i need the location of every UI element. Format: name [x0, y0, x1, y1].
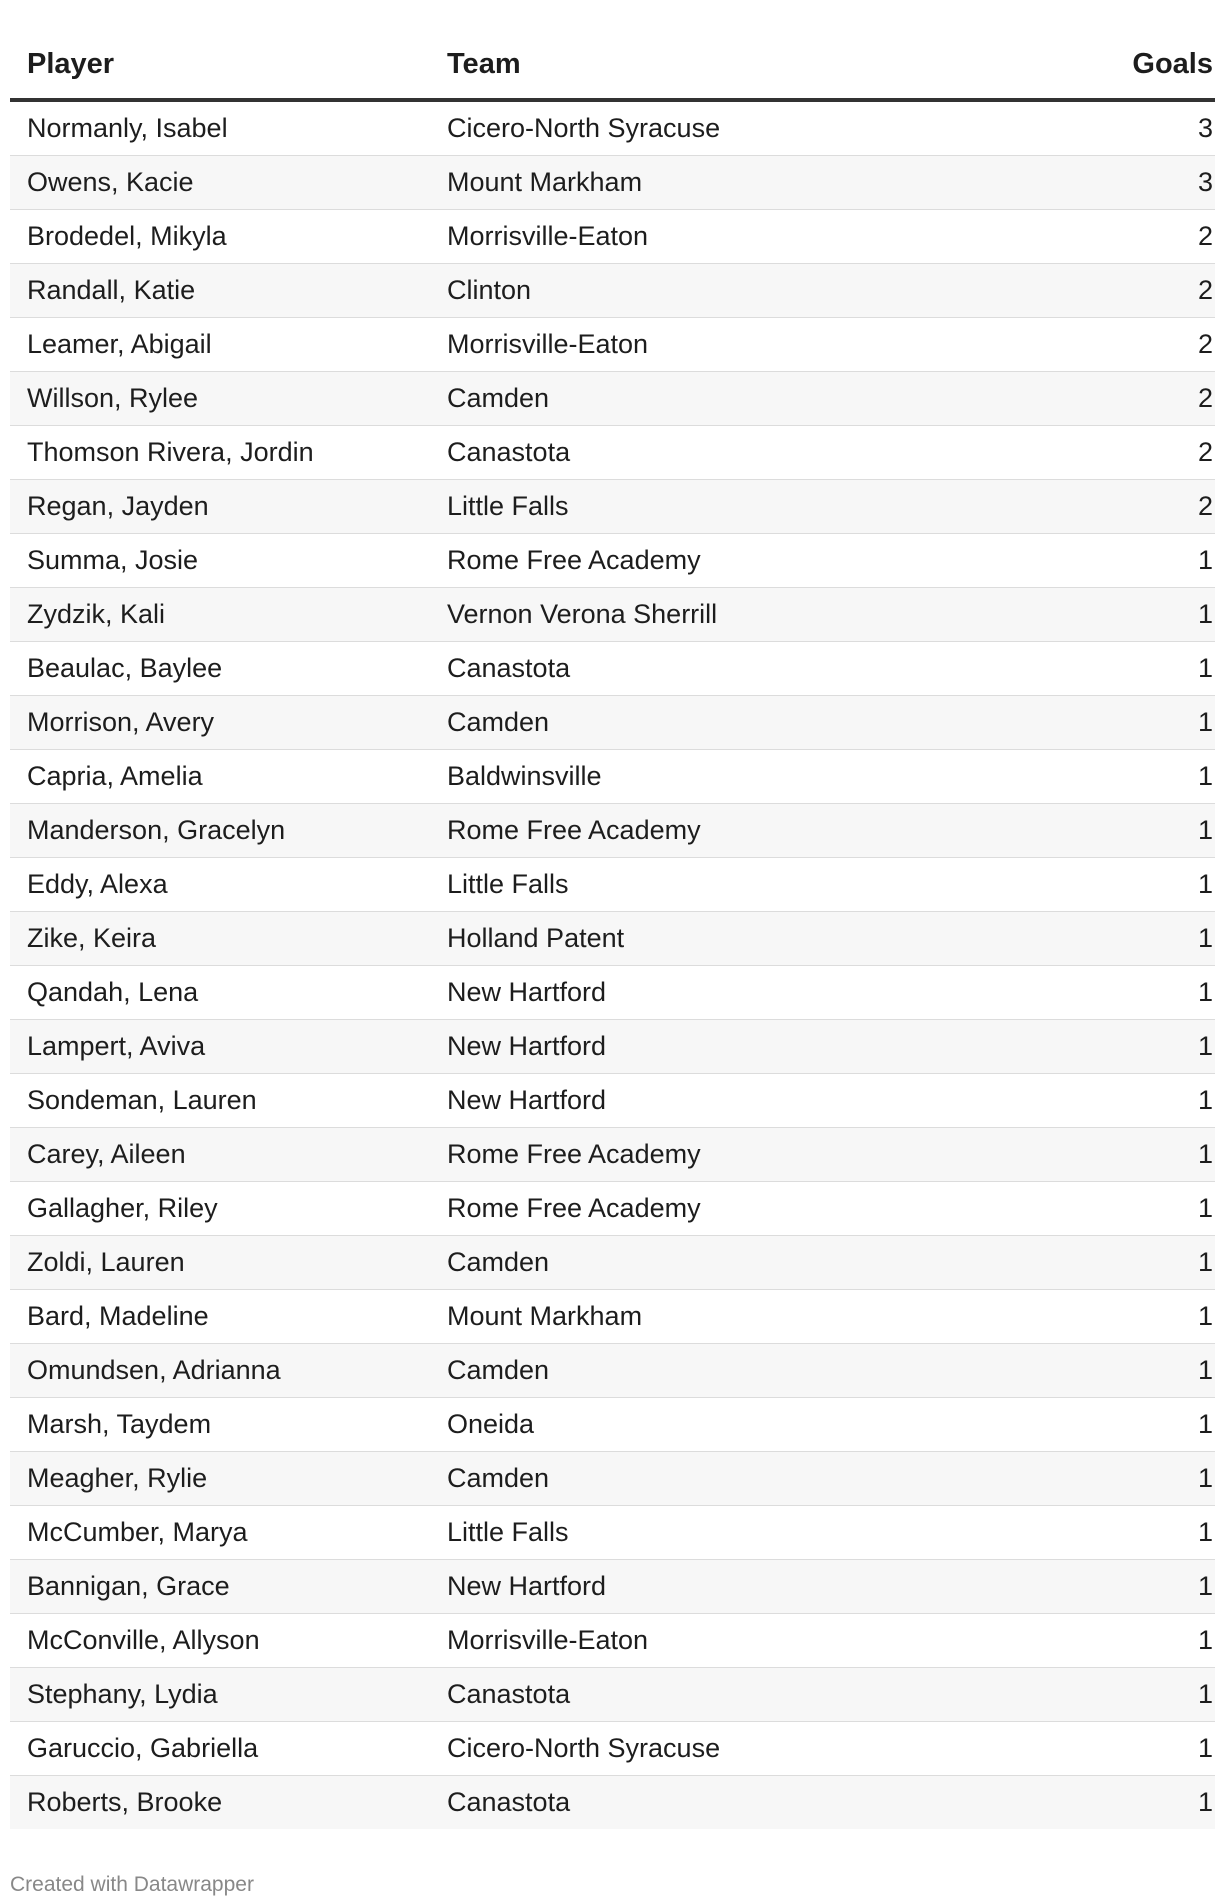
table-row: [10, 210, 1215, 264]
player-cell: Carey, Aileen: [10, 1128, 430, 1182]
team-cell: Mount Markham: [430, 156, 990, 210]
team-cell: Camden: [430, 1452, 990, 1506]
player-cell: Regan, Jayden: [10, 480, 430, 534]
goals-cell: 1: [990, 642, 1215, 696]
team-cell: New Hartford: [430, 1020, 990, 1074]
player-cell: Roberts, Brooke: [10, 1776, 430, 1830]
team-cell: New Hartford: [430, 1074, 990, 1128]
goals-cell: 2: [990, 372, 1215, 426]
table-row: [10, 1290, 1215, 1344]
goals-cell: 1: [990, 1236, 1215, 1290]
table-row: [10, 480, 1215, 534]
header-row: [10, 30, 1215, 100]
goals-cell: 2: [990, 264, 1215, 318]
player-cell: Normanly, Isabel: [10, 100, 430, 156]
table-row: [10, 966, 1215, 1020]
team-cell: Little Falls: [430, 1506, 990, 1560]
table-row: [10, 1344, 1215, 1398]
team-cell: Camden: [430, 696, 990, 750]
column-header-goals[interactable]: Goals: [990, 30, 1215, 100]
team-cell: Rome Free Academy: [430, 534, 990, 588]
table-row: [10, 1776, 1215, 1830]
goals-cell: 3: [990, 100, 1215, 156]
team-cell: Holland Patent: [430, 912, 990, 966]
player-cell: Thomson Rivera, Jordin: [10, 426, 430, 480]
player-cell: Garuccio, Gabriella: [10, 1722, 430, 1776]
goals-cell: 1: [990, 696, 1215, 750]
team-cell: Rome Free Academy: [430, 1128, 990, 1182]
goals-cell: 1: [990, 1668, 1215, 1722]
table-row: [10, 264, 1215, 318]
table-row: [10, 426, 1215, 480]
table-row: [10, 1614, 1215, 1668]
goals-cell: 2: [990, 426, 1215, 480]
player-cell: Manderson, Gracelyn: [10, 804, 430, 858]
player-cell: Bard, Madeline: [10, 1290, 430, 1344]
goals-cell: 1: [990, 1506, 1215, 1560]
player-cell: Sondeman, Lauren: [10, 1074, 430, 1128]
goals-cell: 1: [990, 912, 1215, 966]
table-row: [10, 318, 1215, 372]
team-cell: Camden: [430, 372, 990, 426]
table-row: [10, 1020, 1215, 1074]
player-cell: Stephany, Lydia: [10, 1668, 430, 1722]
goals-cell: 1: [990, 1722, 1215, 1776]
goals-cell: 1: [990, 1560, 1215, 1614]
table-row: [10, 1236, 1215, 1290]
goals-cell: 1: [990, 1452, 1215, 1506]
player-cell: McCumber, Marya: [10, 1506, 430, 1560]
table-row: [10, 100, 1215, 156]
team-cell: Clinton: [430, 264, 990, 318]
column-header-player[interactable]: Player: [10, 30, 430, 100]
player-cell: Leamer, Abigail: [10, 318, 430, 372]
player-cell: McConville, Allyson: [10, 1614, 430, 1668]
team-cell: Rome Free Academy: [430, 1182, 990, 1236]
player-cell: Gallagher, Riley: [10, 1182, 430, 1236]
player-cell: Brodedel, Mikyla: [10, 210, 430, 264]
table-row: [10, 912, 1215, 966]
goals-cell: 2: [990, 480, 1215, 534]
team-cell: Little Falls: [430, 858, 990, 912]
goals-cell: 2: [990, 210, 1215, 264]
goals-cell: 1: [990, 1344, 1215, 1398]
goals-cell: 2: [990, 318, 1215, 372]
goals-cell: 1: [990, 1290, 1215, 1344]
team-cell: Cicero-North Syracuse: [430, 1722, 990, 1776]
player-cell: Lampert, Aviva: [10, 1020, 430, 1074]
goals-table: [10, 30, 1215, 1829]
table-row: [10, 1452, 1215, 1506]
table-row: [10, 642, 1215, 696]
goals-cell: 1: [990, 750, 1215, 804]
table-row: [10, 1722, 1215, 1776]
player-cell: Omundsen, Adrianna: [10, 1344, 430, 1398]
team-cell: Oneida: [430, 1398, 990, 1452]
team-cell: New Hartford: [430, 966, 990, 1020]
table-row: [10, 156, 1215, 210]
team-cell: Canastota: [430, 642, 990, 696]
table-row: [10, 1128, 1215, 1182]
team-cell: Little Falls: [430, 480, 990, 534]
table-row: [10, 1398, 1215, 1452]
table-row: [10, 372, 1215, 426]
team-cell: Morrisville-Eaton: [430, 1614, 990, 1668]
goals-cell: 1: [990, 1776, 1215, 1830]
table-row: [10, 1560, 1215, 1614]
table-body: [10, 100, 1215, 1829]
team-cell: Canastota: [430, 1776, 990, 1830]
table-row: [10, 750, 1215, 804]
player-cell: Marsh, Taydem: [10, 1398, 430, 1452]
player-cell: Owens, Kacie: [10, 156, 430, 210]
table-row: [10, 1668, 1215, 1722]
player-cell: Randall, Katie: [10, 264, 430, 318]
goals-cell: 1: [990, 1020, 1215, 1074]
team-cell: Canastota: [430, 1668, 990, 1722]
team-cell: Baldwinsville: [430, 750, 990, 804]
player-cell: Bannigan, Grace: [10, 1560, 430, 1614]
table-row: [10, 1182, 1215, 1236]
player-cell: Capria, Amelia: [10, 750, 430, 804]
team-cell: Mount Markham: [430, 1290, 990, 1344]
datawrapper-credit[interactable]: Created with Datawrapper: [10, 1873, 254, 1896]
team-cell: Camden: [430, 1236, 990, 1290]
team-cell: Canastota: [430, 426, 990, 480]
goals-table-container: [10, 30, 1215, 1829]
table-row: [10, 588, 1215, 642]
table-row: [10, 696, 1215, 750]
goals-cell: 1: [990, 858, 1215, 912]
player-cell: Zike, Keira: [10, 912, 430, 966]
team-cell: Rome Free Academy: [430, 804, 990, 858]
table-header: [10, 30, 1215, 100]
goals-cell: 1: [990, 1398, 1215, 1452]
team-cell: Cicero-North Syracuse: [430, 100, 990, 156]
goals-cell: 1: [990, 588, 1215, 642]
table-row: [10, 858, 1215, 912]
table-row: [10, 1074, 1215, 1128]
goals-cell: 1: [990, 966, 1215, 1020]
player-cell: Zoldi, Lauren: [10, 1236, 430, 1290]
goals-cell: 3: [990, 156, 1215, 210]
goals-cell: 1: [990, 1614, 1215, 1668]
player-cell: Eddy, Alexa: [10, 858, 430, 912]
goals-cell: 1: [990, 1074, 1215, 1128]
player-cell: Willson, Rylee: [10, 372, 430, 426]
team-cell: Morrisville-Eaton: [430, 318, 990, 372]
player-cell: Qandah, Lena: [10, 966, 430, 1020]
column-header-team[interactable]: Team: [430, 30, 990, 100]
table-row: [10, 804, 1215, 858]
player-cell: Beaulac, Baylee: [10, 642, 430, 696]
player-cell: Meagher, Rylie: [10, 1452, 430, 1506]
goals-cell: 1: [990, 804, 1215, 858]
player-cell: Morrison, Avery: [10, 696, 430, 750]
team-cell: Morrisville-Eaton: [430, 210, 990, 264]
team-cell: Vernon Verona Sherrill: [430, 588, 990, 642]
goals-cell: 1: [990, 1128, 1215, 1182]
goals-cell: 1: [990, 1182, 1215, 1236]
team-cell: New Hartford: [430, 1560, 990, 1614]
team-cell: Camden: [430, 1344, 990, 1398]
table-row: [10, 1506, 1215, 1560]
player-cell: Summa, Josie: [10, 534, 430, 588]
player-cell: Zydzik, Kali: [10, 588, 430, 642]
table-row: [10, 534, 1215, 588]
goals-cell: 1: [990, 534, 1215, 588]
